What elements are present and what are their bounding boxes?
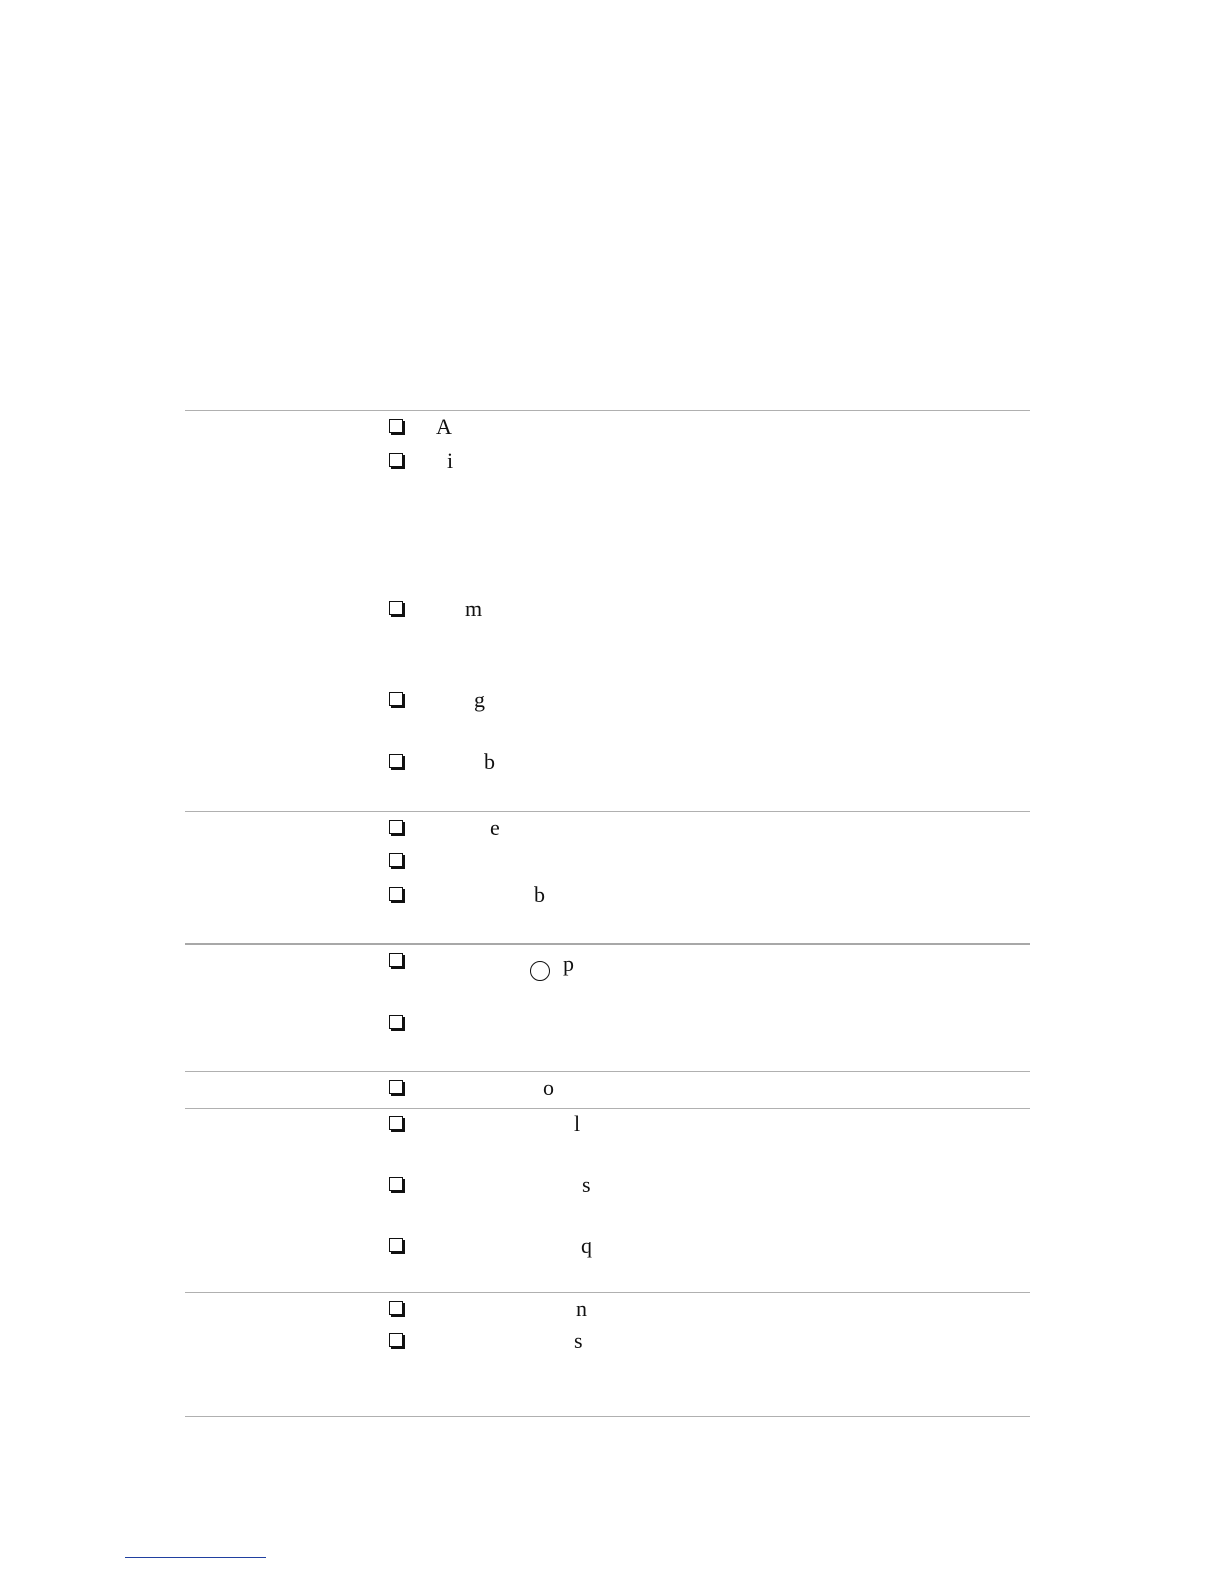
section-divider (185, 1292, 1030, 1293)
list-item: g (474, 687, 485, 712)
checkbox-icon[interactable] (389, 419, 403, 433)
section-divider (185, 410, 1030, 411)
list-item: q (581, 1233, 592, 1258)
list-item: m (465, 596, 483, 621)
checkbox-icon[interactable] (389, 1080, 403, 1094)
list-item: i (447, 448, 454, 473)
checkbox-icon[interactable] (389, 1116, 403, 1130)
section-divider (185, 1071, 1030, 1072)
checkbox-icon[interactable] (389, 953, 403, 967)
list-item: l (574, 1111, 581, 1136)
checkbox-icon[interactable] (389, 1177, 403, 1191)
list-item: A (436, 414, 452, 439)
section-divider (185, 1416, 1030, 1417)
footnote-separator (125, 1557, 266, 1558)
checkbox-icon[interactable] (389, 692, 403, 706)
checkbox-icon[interactable] (389, 601, 403, 615)
checkbox-icon[interactable] (389, 820, 403, 834)
section-divider (185, 943, 1030, 945)
checkbox-icon[interactable] (389, 887, 403, 901)
list-item: p (563, 951, 574, 976)
checkbox-icon[interactable] (389, 1333, 403, 1347)
checkbox-icon[interactable] (389, 1301, 403, 1315)
checkbox-icon[interactable] (389, 853, 403, 867)
list-item: n (576, 1296, 587, 1321)
list-item: s (582, 1172, 591, 1197)
list-item: b (484, 749, 495, 774)
checkbox-icon[interactable] (389, 1238, 403, 1252)
checkbox-icon[interactable] (389, 453, 403, 467)
circle-icon (530, 961, 550, 981)
checkbox-icon[interactable] (389, 754, 403, 768)
checkbox-icon[interactable] (389, 1015, 403, 1029)
section-divider (185, 811, 1030, 812)
list-item: b (534, 882, 545, 907)
list-item: o (543, 1075, 554, 1100)
section-divider (185, 1108, 1030, 1109)
list-item: e (490, 815, 500, 840)
list-item: s (574, 1328, 583, 1353)
